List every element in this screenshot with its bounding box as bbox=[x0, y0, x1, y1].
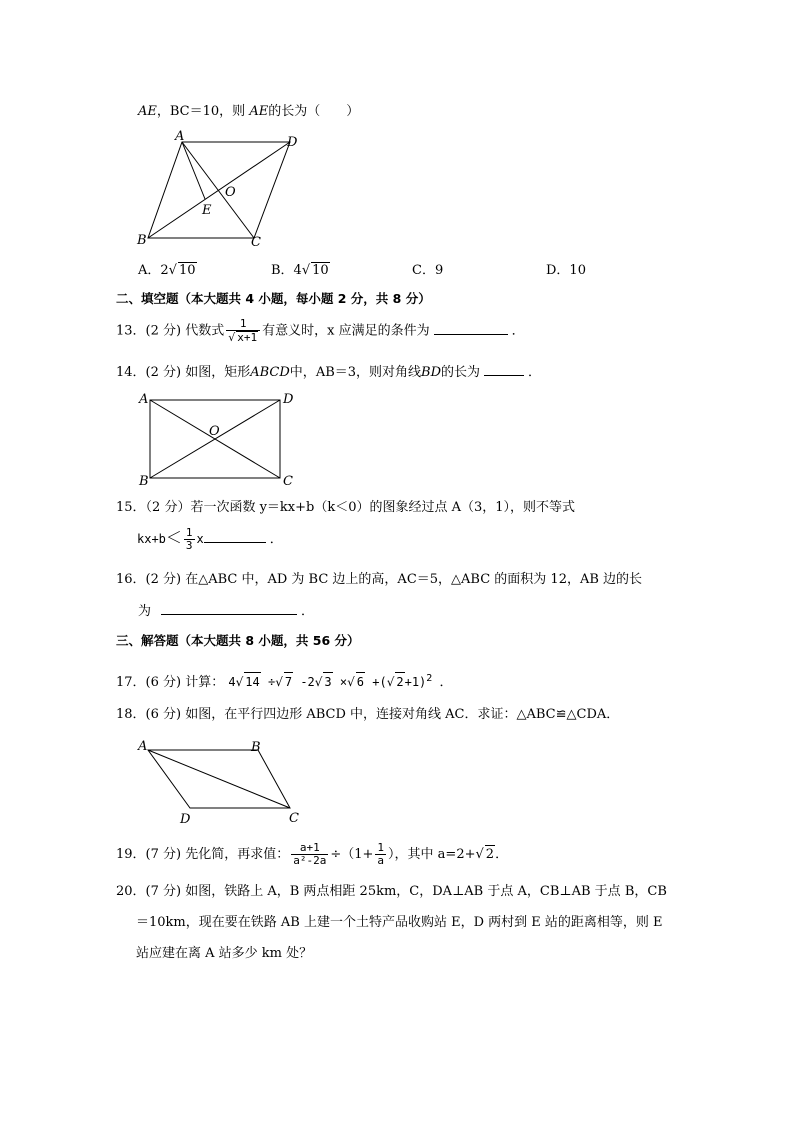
option-b bbox=[271, 259, 330, 278]
segment-ae bbox=[182, 142, 205, 199]
option-a bbox=[138, 259, 197, 278]
label-a: A bbox=[138, 739, 148, 754]
label-o: O bbox=[209, 424, 220, 439]
q15-line1: 15．（2 分）若一次函数 y＝kx+b（k＜0）的图象经过点 A（3，1），则不等式 bbox=[116, 500, 576, 515]
q13-line bbox=[116, 318, 525, 344]
label-a: A bbox=[175, 129, 185, 144]
sqrt-icon: √ bbox=[475, 847, 484, 862]
q14-prefix: 14．(2 分) 如图，矩形 bbox=[116, 365, 251, 380]
q16-line2 bbox=[138, 602, 314, 621]
q15-x: x bbox=[196, 532, 204, 546]
label-e: E bbox=[202, 203, 212, 218]
q14-mid: 中， bbox=[289, 365, 316, 380]
q17-r3: 3 bbox=[323, 672, 332, 691]
option-d: D．10 bbox=[546, 263, 586, 278]
sqrt-icon: √ bbox=[168, 263, 177, 278]
q19-close: ），其中 a=2+ bbox=[388, 847, 476, 862]
q17-op2: -2 bbox=[300, 675, 315, 689]
q17-end: ． bbox=[439, 675, 453, 690]
q19-num: a+1 bbox=[291, 842, 328, 855]
q15-answer-blank[interactable] bbox=[204, 530, 266, 543]
q15-num: 1 bbox=[185, 526, 193, 539]
label-a: A bbox=[139, 392, 149, 407]
sqrt-icon: √ bbox=[314, 675, 323, 689]
option-a-radicand: 10 bbox=[178, 263, 196, 278]
q14-end: ． bbox=[528, 365, 542, 380]
option-b-radicand: 10 bbox=[312, 263, 329, 278]
q13-fraction bbox=[226, 318, 260, 344]
section2-title: 二、填空题（本大题共 4 小题，每小题 2 分，共 8 分） bbox=[116, 291, 431, 306]
option-c: C．9 bbox=[412, 263, 444, 278]
rhombus-figure bbox=[132, 128, 312, 252]
q14-rect: ABCD bbox=[250, 365, 290, 380]
q17-op4: +( bbox=[372, 675, 387, 689]
q17-op1: ÷ bbox=[267, 675, 276, 689]
q14-eq: AB＝3，则对角线 bbox=[315, 365, 422, 380]
diagonal-ac bbox=[182, 142, 254, 238]
q16-pre: 为 bbox=[138, 604, 152, 619]
parallelogram-figure bbox=[134, 736, 314, 828]
sqrt-icon: √ bbox=[235, 675, 244, 689]
q14-line bbox=[116, 363, 541, 382]
q13-den: √ x+1 bbox=[228, 331, 258, 344]
q15-fraction bbox=[184, 527, 195, 552]
q13-answer-blank[interactable] bbox=[434, 322, 508, 335]
q17-tail: +1) bbox=[404, 675, 427, 689]
q16-answer-blank[interactable] bbox=[161, 602, 297, 615]
q12-var: AE bbox=[249, 104, 269, 119]
q16-end: ． bbox=[301, 604, 315, 619]
q19-line bbox=[116, 842, 508, 867]
q20-line1: 20．(7 分) 如图，铁路上 A，B 两点相距 25km，C，DA⊥AB 于点 A，CB⊥AB 于点 B，CB bbox=[116, 884, 667, 899]
q14-suffix: 的长为 bbox=[441, 365, 481, 380]
q14-answer-blank[interactable] bbox=[484, 363, 524, 376]
q19-div: ÷（1+ bbox=[330, 847, 374, 862]
q12-tail-line bbox=[138, 103, 359, 121]
q15-end: ． bbox=[269, 532, 283, 547]
q18-line: 18．(6 分) 如图，在平行四边形 ABCD 中，连接对角线 AC．求证：△ABC≌△CDA． bbox=[116, 707, 620, 722]
q15-lt: ＜ bbox=[165, 528, 182, 547]
q17-c1: 4 bbox=[228, 675, 236, 689]
q13-num: 1 bbox=[226, 318, 260, 331]
q13-end: ． bbox=[511, 323, 525, 339]
q16-line1: 16．(2 分) 在△ABC 中，AD 为 BC 边上的高，AC＝5，△ABC 的面积为 12，AB 边的长 bbox=[116, 572, 643, 587]
q17-r5: 2 bbox=[395, 672, 404, 691]
q17-op3: × bbox=[339, 675, 348, 689]
q15-line2 bbox=[137, 527, 283, 552]
section3-title: 三、解答题（本大题共 8 小题，共 56 分） bbox=[116, 633, 360, 648]
q13-den-radicand: x+1 bbox=[237, 331, 258, 344]
q17-prefix: 17．(6 分) 计算： bbox=[116, 675, 225, 690]
diagonal-bd bbox=[148, 142, 290, 238]
q19-fraction bbox=[291, 842, 328, 867]
option-a-label: A．2 bbox=[138, 263, 169, 278]
q19-den: a²-2a bbox=[293, 854, 327, 867]
label-d: D bbox=[283, 392, 294, 407]
q15-den: 3 bbox=[185, 539, 193, 552]
label-d: D bbox=[180, 812, 191, 827]
q17-r2: 7 bbox=[284, 672, 293, 691]
label-b: B bbox=[139, 474, 149, 488]
q12-mid: ，BC＝10，则 bbox=[156, 104, 250, 119]
label-d: D bbox=[287, 135, 298, 150]
q19-den2: a bbox=[377, 854, 385, 867]
q19-fraction2 bbox=[375, 842, 386, 867]
label-c: C bbox=[289, 811, 299, 826]
q19-prefix: 19．(7 分) 先化简，再求值： bbox=[116, 847, 290, 862]
q13-suffix: 有意义时，x 应满足的条件为 bbox=[262, 323, 430, 339]
q12-post: 的长为（ ） bbox=[268, 104, 360, 119]
label-c: C bbox=[283, 474, 293, 488]
label-c: C bbox=[251, 235, 261, 250]
q12-ae-var: AE bbox=[138, 104, 157, 119]
q13-prefix: 13．(2 分) 代数式 bbox=[116, 323, 225, 339]
label-o: O bbox=[225, 185, 236, 200]
q17-r4: 6 bbox=[356, 672, 365, 691]
sqrt-icon: √ bbox=[347, 675, 355, 689]
q20-line3: 站应建在离 A 站多少 km 处？ bbox=[136, 946, 313, 961]
sqrt-icon: √ bbox=[275, 675, 283, 689]
sqrt-icon: √ bbox=[386, 675, 395, 689]
q19-num2: 1 bbox=[377, 841, 385, 854]
label-b: B bbox=[137, 233, 147, 248]
q17-expression bbox=[228, 675, 439, 689]
q17-r1: 14 bbox=[244, 672, 260, 691]
rectangle-figure bbox=[136, 390, 300, 488]
label-b: B bbox=[251, 740, 261, 755]
q17-line bbox=[116, 670, 453, 692]
q19-end: ． bbox=[495, 847, 509, 862]
q15-lhs: kx+b bbox=[137, 532, 166, 546]
q20-line2: ＝10km，现在要在铁路 AB 上建一个土特产品收购站 E，D 两村到 E 站的距离相等，则 E bbox=[136, 915, 663, 930]
q19-rad: 2 bbox=[485, 847, 495, 862]
q14-bd: BD bbox=[421, 365, 442, 380]
q17-exp: 2 bbox=[426, 673, 433, 684]
sqrt-icon: √ bbox=[301, 263, 311, 278]
option-b-label: B．4 bbox=[271, 263, 302, 278]
